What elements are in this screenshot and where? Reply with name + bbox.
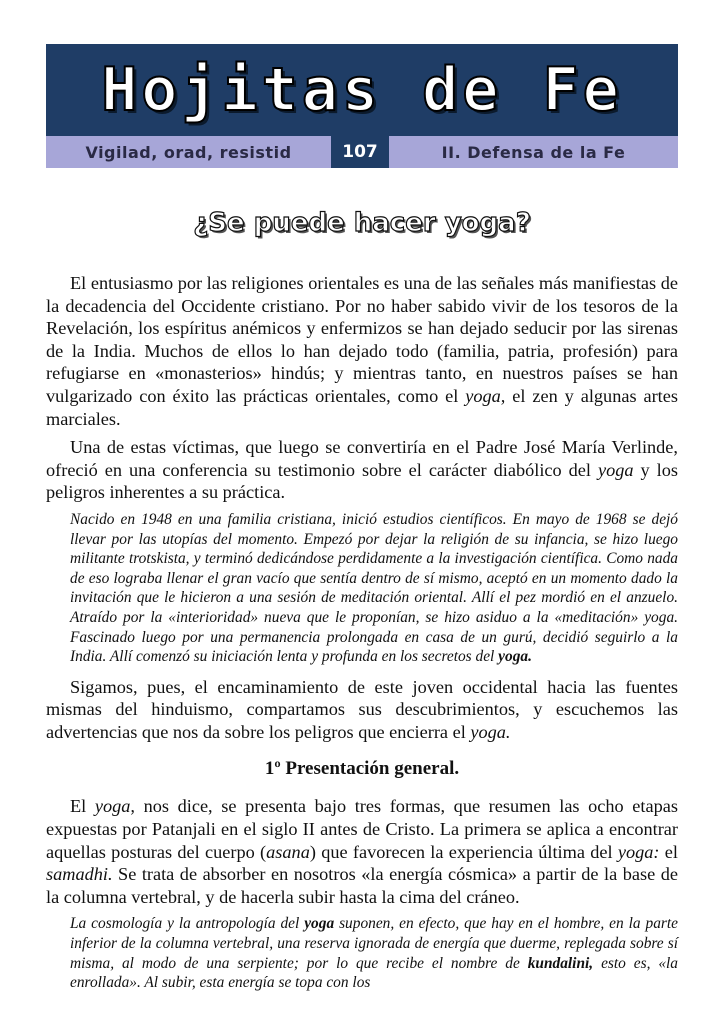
masthead xyxy=(46,44,678,168)
bold-term: yoga xyxy=(304,915,335,933)
emphasis: yoga. xyxy=(470,721,511,742)
bold-term: kundalini, xyxy=(527,954,594,972)
paragraph: El entusiasmo por las religiones orientales es una de las señales más manifiestas de la decadencia del Occidente cristiano. Por no haber sabido vivir de los tesoros de la Revelación, los espíritus anémicos y enfermizos se han dejado seducir por las sirenas de la India. Muchos de ellos lo han dejado todo (familia, patria, profesión) para refugiarse en «monasterios» hindús; y mientras tanto, en nuestros países se han vulgarizado con éxito las prácticas orientales, como el yoga, el zen y algunas artes marciales. xyxy=(46,273,678,429)
publication-title: Hojitas de Fe xyxy=(101,55,623,125)
section-heading: 1º Presentación general. xyxy=(264,758,460,780)
block-quote: Nacido en 1948 en una familia cristiana, inició estudios científicos. En mayo de 1968 se dejó llevar por las utopías del momento. Empezó por dejar la religión de su infancia, se hizo luego militante trotskista, y terminó dedicándose perdidamente a la investigación científica. Como nada de eso lograba llenar el gran vacío que sentía dentro de sí mismo, aceptó en un momento dado la invitación que le hicieron a una sesión de meditación oriental. Allí el pez mordió en el anzuelo. Atraído por la «interioridad» nueva que le proponían, se hizo asiduo a la «meditación» yoga. Fascinado luego por una permanencia prolongada en casa de un gurú, decidió seguirlo a la India. Allí comenzó su iniciación lenta y profunda en los secretos del yoga. xyxy=(70,510,678,666)
masthead-subtitle-bar xyxy=(46,136,678,168)
document-title: ¿Se puede hacer yoga? xyxy=(193,208,531,238)
bold-term: yoga. xyxy=(498,648,532,666)
series-label: II. Defensa de la Fe xyxy=(441,142,626,162)
issue-number-cell xyxy=(331,136,389,168)
motto: Vigilad, orad, resistid xyxy=(85,142,292,162)
series-cell xyxy=(389,136,678,168)
emphasis: asana xyxy=(266,841,310,862)
issue-number: 107 xyxy=(342,142,378,162)
emphasis: yoga, xyxy=(94,796,135,817)
emphasis: yoga, xyxy=(465,385,506,406)
emphasis: yoga: xyxy=(617,841,660,862)
emphasis: samadhi. xyxy=(46,864,113,885)
masthead-title-band xyxy=(46,44,678,136)
block-quote: La cosmología y la antropología del yoga suponen, en efecto, que hay en el hombre, en la parte inferior de la columna vertebral, una reserva ignorada de energía que duerme, replegada sobre sí misma, al modo de una serpiente; por lo que recibe el nombre de kundalini, esto es, «la enrollada». Al subir, esta energía se topa con los xyxy=(70,915,679,992)
article-body xyxy=(46,262,678,1002)
paragraph: El yoga, nos dice, se presenta bajo tres formas, que resumen las ocho etapas expuestas por Patanjali en el siglo II antes de Cristo. La primera se aplica a encontrar aquellas posturas del cuerpo (asana) que favorecen la experiencia última del yoga: el samadhi. Se trata de absorber en nosotros «la energía cósmica» a partir de la base de la columna vertebral, y de hacerla subir hasta la cima del cráneo. xyxy=(46,796,678,907)
emphasis: yoga xyxy=(597,459,634,480)
motto-cell xyxy=(46,136,331,168)
paragraph: Sigamos, pues, el encaminamiento de este joven occidental hacia las fuentes mismas del hinduismo, compartamos sus descubrimientos, y escuchemos las advertencias que nos da sobre los peligros que encierra el yoga. xyxy=(46,676,678,742)
paragraph: Una de estas víctimas, que luego se convertiría en el Padre José María Verlinde, ofreció en una conferencia su testimonio sobre el carácter diabólico del yoga y los peligros inherentes a su práctica. xyxy=(46,437,678,503)
